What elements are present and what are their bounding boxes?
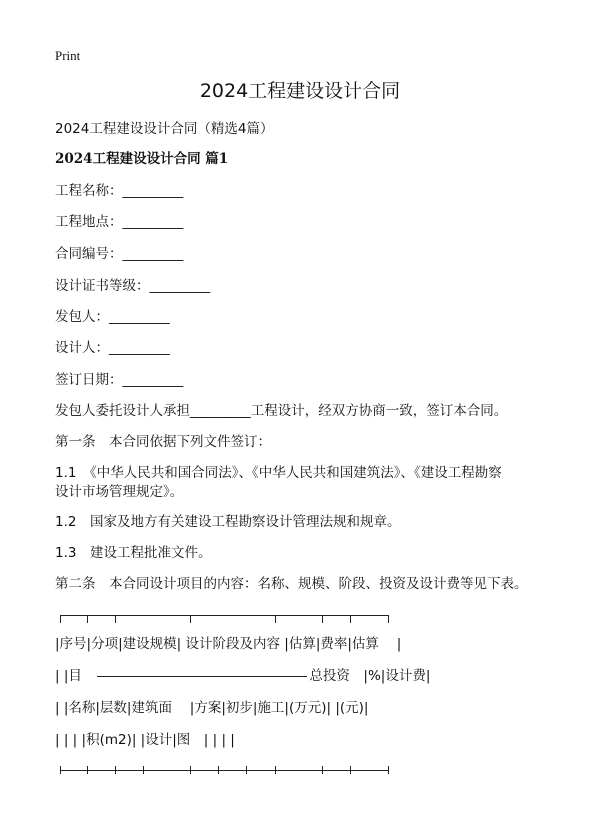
table-rule-segment <box>97 676 307 677</box>
table-row: | | | |积(m2)| |设计|图 | | | | <box>55 732 235 748</box>
section-heading: 2024工程建设设计合同 篇1 <box>55 151 229 167</box>
subtitle: 2024工程建设设计合同（精选4篇） <box>55 121 274 137</box>
print-label[interactable]: Print <box>55 48 81 63</box>
article-1: 第一条 本合同依据下列文件签订： <box>55 434 271 450</box>
clause-1-2: 1.2 国家及地方有关建设工程勘察设计管理法规和规章。 <box>55 514 401 530</box>
clause-1-1: 1.1 《中华人民共和国合同法》、《中华人民共和国建筑法》、《建设工程勘察 <box>55 465 502 481</box>
field-project-location: 工程地点：_________ <box>55 214 184 230</box>
paragraph: 发包人委托设计人承担_________工程设计，经双方协商一致，签订本合同。 <box>55 403 508 419</box>
table-row: |序号|分项|建设规模| 设计阶段及内容 |估算|费率|估算 | <box>55 636 402 652</box>
field-project-name: 工程名称：_________ <box>55 183 184 199</box>
clause-1-1-cont: 设计市场管理规定》。 <box>55 484 184 500</box>
table-row: | |名称|层数|建筑面 |方案|初步|施工|(万元)| |(元)| <box>55 700 369 716</box>
table-row <box>55 667 430 685</box>
table-cell: 总投资 |%|设计费| <box>309 668 431 684</box>
table-cell: | |目 <box>55 668 96 684</box>
field-designer: 设计人：_________ <box>55 340 170 356</box>
document-title: 2024工程建设设计合同 <box>199 80 401 102</box>
field-employer: 发包人：_________ <box>55 309 170 325</box>
article-2: 第二条 本合同设计项目的内容：名称、规模、阶段、投资及设计费等见下表。 <box>55 576 528 592</box>
field-sign-date: 签订日期：_________ <box>55 372 184 388</box>
clause-1-3: 1.3 建设工程批准文件。 <box>55 545 212 561</box>
field-contract-number: 合同编号：_________ <box>55 246 184 262</box>
field-certificate-grade: 设计证书等级：_________ <box>55 278 211 294</box>
